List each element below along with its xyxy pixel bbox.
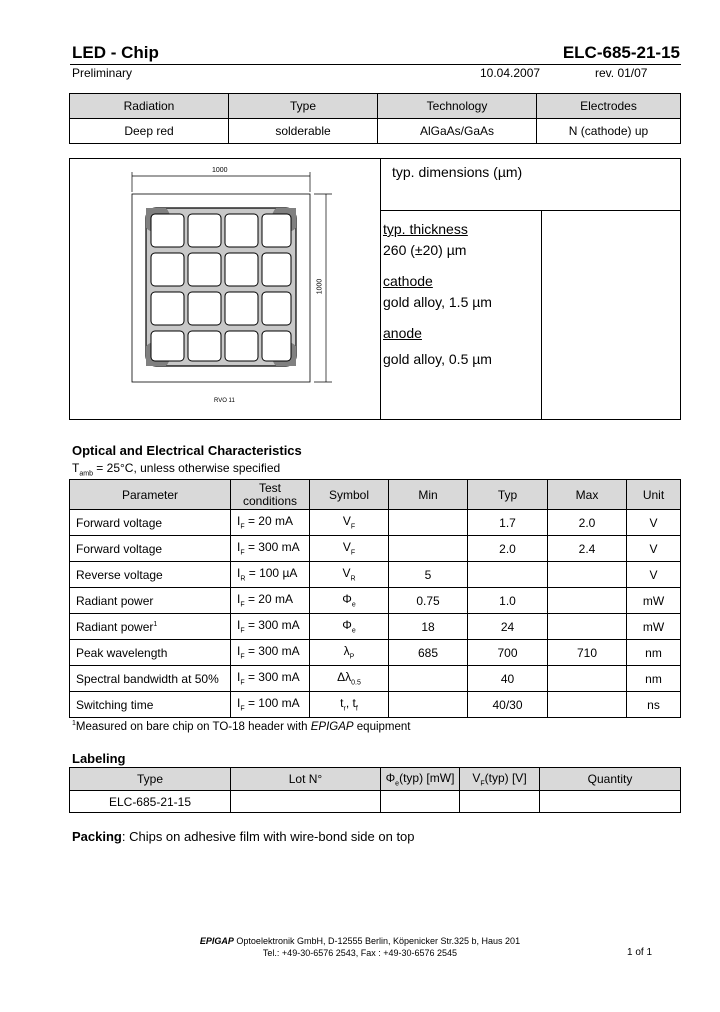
page-number: 1 of 1 — [627, 947, 653, 958]
condition-cell: $I_F = 300$ mA — [231, 666, 310, 692]
thickness-label: typ. thickness — [383, 221, 468, 237]
col-technology: Technology — [378, 94, 537, 119]
max-cell — [548, 588, 627, 614]
width-label: 1000 — [212, 167, 228, 174]
labeling-heading: Labeling — [72, 751, 126, 766]
header-rule — [70, 64, 681, 65]
footer-address: EPIGAP Optoelektronik GmbH, D-12555 Berlin, Köpenicker Str.325 b, Haus 201 — [199, 936, 521, 946]
packing: Packing: Chips on adhesive film with wire-bond side on top — [72, 829, 415, 844]
table-row — [70, 640, 681, 666]
table-row — [70, 614, 681, 640]
anode-label: anode — [383, 325, 422, 341]
optical-heading: Optical and Electrical Characteristics — [72, 443, 302, 458]
col-type: Type — [229, 94, 378, 119]
condition-cell: $I_R = 100$ µA — [231, 562, 310, 588]
max-cell — [548, 666, 627, 692]
symbol-cell: $\lambda_P$ — [310, 640, 389, 666]
typ-cell: 700 — [468, 640, 548, 666]
technology-value: AlGaAs/GaAs — [378, 119, 537, 144]
symbol-cell: $\Delta\lambda_{0.5}$ — [310, 666, 389, 692]
label-col-quantity: Quantity — [540, 768, 681, 791]
param-cell: Forward voltage — [70, 510, 231, 536]
drawing-divider-v2 — [541, 210, 542, 420]
typ-cell: 24 — [468, 614, 548, 640]
typ-cell: 1.0 — [468, 588, 548, 614]
param-cell: Forward voltage — [70, 536, 231, 562]
label-lot-value — [231, 791, 381, 813]
characteristics-table — [69, 479, 681, 718]
col-test-conditions: Test conditions — [231, 480, 310, 510]
table-row — [70, 510, 681, 536]
max-cell: 2.4 — [548, 536, 627, 562]
condition-cell: $I_F = 20$ mA — [231, 510, 310, 536]
col-unit: Unit — [627, 480, 681, 510]
label-col-lot: Lot N° — [231, 768, 381, 791]
param-cell: Radiant power — [70, 588, 231, 614]
unit-cell: nm — [627, 666, 681, 692]
label-col-type: Type — [70, 768, 231, 791]
condition-cell: $I_F = 300$ mA — [231, 614, 310, 640]
labeling-table — [69, 767, 681, 813]
param-cell: Spectral bandwidth at 50% — [70, 666, 231, 692]
status: Preliminary — [72, 66, 133, 80]
symbol-cell: $V_F$ — [310, 536, 389, 562]
max-cell — [548, 562, 627, 588]
condition-cell: $I_F = 300$ mA — [231, 640, 310, 666]
col-min: Min — [389, 480, 468, 510]
col-typ: Typ — [468, 480, 548, 510]
min-cell — [389, 536, 468, 562]
footnote: $^1$Measured on bare chip on TO-18 header with EPIGAP equipment — [72, 720, 411, 733]
col-radiation: Radiation — [70, 94, 229, 119]
unit-cell: V — [627, 510, 681, 536]
table-row — [70, 666, 681, 692]
unit-cell: mW — [627, 588, 681, 614]
max-cell — [548, 692, 627, 718]
chip-drawing — [120, 162, 340, 412]
min-cell — [389, 666, 468, 692]
unit-cell: mW — [627, 614, 681, 640]
cathode-value: gold alloy, 1.5 µm — [383, 294, 492, 310]
dims-heading: typ. dimensions (µm) — [392, 164, 523, 180]
col-electrodes: Electrodes — [537, 94, 681, 119]
symbol-cell: $\Phi_e$ — [310, 588, 389, 614]
table-row — [70, 562, 681, 588]
footer-contact: Tel.: +49-30-6576 2543, Fax : +49-30-6576 2545 — [262, 948, 458, 958]
table-row — [70, 536, 681, 562]
type-value: solderable — [229, 119, 378, 144]
col-parameter: Parameter — [70, 480, 231, 510]
typ-cell: 1.7 — [468, 510, 548, 536]
condition-cell: $I_F = 100$ mA — [231, 692, 310, 718]
min-cell: 18 — [389, 614, 468, 640]
max-cell: 2.0 — [548, 510, 627, 536]
symbol-cell: $V_R$ — [310, 562, 389, 588]
symbol-cell: $V_F$ — [310, 510, 389, 536]
min-cell: 0.75 — [389, 588, 468, 614]
param-cell: Reverse voltage — [70, 562, 231, 588]
anode-value: gold alloy, 0.5 µm — [383, 351, 492, 367]
min-cell — [389, 692, 468, 718]
revision: rev. 01/07 — [595, 66, 648, 80]
drawing-id: RVO 11 — [214, 398, 235, 404]
min-cell: 685 — [389, 640, 468, 666]
table-row — [70, 692, 681, 718]
thickness-value: 260 (±20) µm — [383, 242, 467, 258]
min-cell — [389, 510, 468, 536]
overview-table — [69, 93, 681, 144]
symbol-cell: $\Phi_e$ — [310, 614, 389, 640]
condition-cell: $I_F = 300$ mA — [231, 536, 310, 562]
symbol-cell: $t_r$, $t_f$ — [310, 692, 389, 718]
unit-cell: V — [627, 562, 681, 588]
drawing-divider-v — [380, 158, 381, 420]
param-cell: Radiant power$^1$ — [70, 614, 231, 640]
cathode-label: cathode — [383, 273, 433, 289]
typ-cell: 40/30 — [468, 692, 548, 718]
col-max: Max — [548, 480, 627, 510]
typ-cell — [468, 562, 548, 588]
optical-condition: $T_{amb} = 25^\circ C$, unless otherwise specified — [72, 461, 281, 478]
table-row — [70, 588, 681, 614]
label-phi-value — [381, 791, 460, 813]
radiation-value: Deep red — [70, 119, 229, 144]
typ-cell: 40 — [468, 666, 548, 692]
label-type-value: ELC-685-21-15 — [70, 791, 231, 813]
max-cell: 710 — [548, 640, 627, 666]
part-number: ELC-685-21-15 — [562, 43, 680, 62]
param-cell: Switching time — [70, 692, 231, 718]
condition-cell: $I_F = 20$ mA — [231, 588, 310, 614]
typ-cell: 2.0 — [468, 536, 548, 562]
unit-cell: ns — [627, 692, 681, 718]
label-vf-value — [460, 791, 540, 813]
label-col-phi: $\Phi_e(typ)$ [mW] — [381, 768, 460, 791]
min-cell: 5 — [389, 562, 468, 588]
date: 10.04.2007 — [480, 66, 541, 80]
electrodes-value: N (cathode) up — [537, 119, 681, 144]
param-cell: Peak wavelength — [70, 640, 231, 666]
label-quantity-value — [540, 791, 681, 813]
height-label: 1000 — [316, 278, 324, 295]
drawing-divider-h — [380, 210, 681, 211]
unit-cell: V — [627, 536, 681, 562]
max-cell — [548, 614, 627, 640]
label-col-vf: $V_F(typ)$ [V] — [460, 768, 540, 791]
unit-cell: nm — [627, 640, 681, 666]
product-type: LED - Chip — [72, 43, 159, 62]
col-symbol: Symbol — [310, 480, 389, 510]
